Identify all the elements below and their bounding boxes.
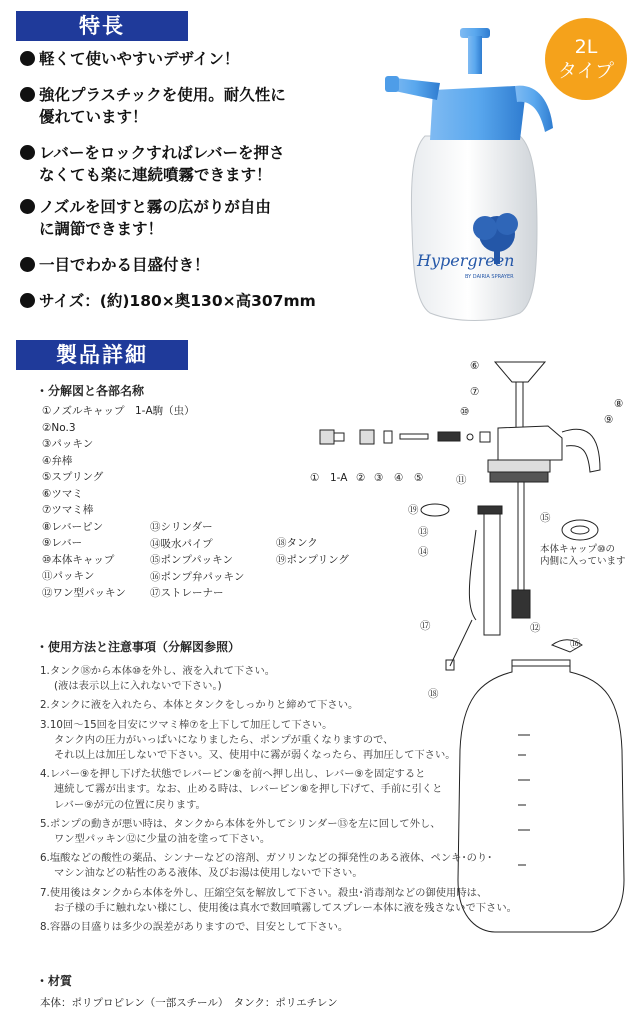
usage-line: 4.レバー⑨を押し下げた状態でレバーピン⑧を前へ押し出し、レバー⑨を固定すると <box>40 768 426 781</box>
feature-text: 優れています！ <box>39 108 148 126</box>
diagram-label-9: ⑨ <box>604 414 614 426</box>
usage-item <box>40 664 560 694</box>
part-name: ⑯ポンプ弁パッキン <box>150 570 245 583</box>
badge-line1: 2L <box>574 36 598 58</box>
cap-note-line1: 本体キャップ⑩の <box>540 544 616 555</box>
material-text: 本体：ポリプロピレン（一部スチール） タンク：ポリエチレン <box>40 997 338 1009</box>
part-name: ⑨レバー <box>42 537 83 549</box>
bullet-dot <box>20 257 35 272</box>
diagram-label-18: ⑱ <box>428 688 439 700</box>
part-name: ⑰ストレーナー <box>150 587 224 599</box>
usage-line: 5.ポンプの動きが悪い時は、タンクから本体を外してシリンダー⑬を左に回して外し、 <box>40 817 441 830</box>
feature-text: 一目でわかる目盛付き！ <box>39 256 210 274</box>
usage-line: 6.塩酸などの酸性の薬品、シンナーなどの溶剤、ガソリンなどの揮発性のある液体、ペンキ･のり･ <box>40 852 493 865</box>
usage-line: ワン型パッキン⑫に少量の油を塗って下さい。 <box>54 833 271 846</box>
usage-item <box>40 886 560 916</box>
diagram-label-6: ⑥ <box>470 360 480 372</box>
cap-note <box>540 544 626 568</box>
feature-item <box>20 84 340 128</box>
bullet-dot <box>20 145 35 160</box>
part-name: ④弁棒 <box>42 454 73 467</box>
feature-text: 軽くて使いやすいデザイン！ <box>39 50 240 68</box>
usage-line: 7.使用後はタンクから本体を外し、圧縮空気を解放して下さい。殺虫･消毒剤などの御使用時は、 <box>40 886 488 899</box>
part-name: ⑩本体キャップ <box>42 553 115 566</box>
usage-line: 8.容器の目盛りは多少の誤差がありますので、目安として下さい。 <box>40 921 349 934</box>
bottle-brand: Hypergreen <box>417 251 515 270</box>
diagram-label-8: ⑧ <box>614 398 624 410</box>
diagram-label-14: ⑭ <box>418 546 429 558</box>
feature-text: ノズルを回すと霧の広がりが自由 <box>39 198 271 216</box>
diagram-label-19: ⑲ <box>408 504 419 516</box>
bullet-dot <box>20 293 35 308</box>
usage-item <box>40 817 560 847</box>
part-name: ①ノズルキャップ 1-A駒（虫） <box>42 405 195 417</box>
bullet-dot <box>20 87 35 102</box>
usage-line: タンク内の圧力がいっぱいになりましたら、ポンプが重くなりますので、 <box>54 733 394 746</box>
feature-item <box>20 142 340 186</box>
diagram-label-15: ⑮ <box>540 512 551 524</box>
feature-item <box>20 290 340 312</box>
bottle-sub: BY DAIRIA SPRAYER <box>465 274 514 280</box>
exploded-title: ・分解図と各部名称 <box>36 384 145 398</box>
part-name: ⑱タンク <box>276 537 318 549</box>
usage-line: 3.10回～15回を目安にツマミ棒⑦を上下して加圧して下さい。 <box>40 718 333 731</box>
usage-list <box>40 664 560 939</box>
usage-title: ・使用方法と注意事項（分解図参照） <box>36 640 241 654</box>
usage-item <box>40 851 560 881</box>
feature-text: なくても楽に連続噴霧できます！ <box>39 166 272 184</box>
details-header: 製品詳細 <box>16 340 188 370</box>
diagram-label-12: ⑫ <box>530 622 541 634</box>
feature-item <box>20 254 340 276</box>
usage-item <box>40 767 560 813</box>
bullet-dot <box>20 199 35 214</box>
sprayer-product-image <box>385 28 560 328</box>
usage-line: 2.タンクに液を入れたら、本体とタンクをしっかりと締めて下さい。 <box>40 699 359 712</box>
badge-line2: タイプ <box>557 60 615 82</box>
diagram-label-16: ⑯ <box>570 638 581 650</box>
diagram-label-11: ⑪ <box>456 474 467 486</box>
material-title: ・材質 <box>36 974 73 988</box>
cap-note-line2: 内側に入っています <box>540 556 626 567</box>
usage-item <box>40 920 560 935</box>
usage-line: それ以上は加圧しないで下さい。又、使用中に霧が弱くなったら、再加圧して下さい。 <box>54 749 456 762</box>
part-name: ⑤スプリング <box>42 471 104 483</box>
part-name: ③パッキン <box>42 438 94 450</box>
bullet-dot <box>20 51 35 66</box>
usage-line: お子様の手に触れない様にし、使用後は真水で数回噴霧してスプレー本体に液を残さないで下さい。 <box>54 901 517 914</box>
part-name: ⑥ツマミ <box>42 487 83 500</box>
usage-line: レバー⑨が元の位置に戻ります。 <box>54 798 206 811</box>
usage-line: (液は表示以上に入れないで下さい。) <box>54 680 222 693</box>
part-name: ⑭吸水パイプ <box>150 537 213 550</box>
diagram-label-7: ⑦ <box>470 386 480 398</box>
features-header: 特長 <box>16 11 188 41</box>
part-name: ⑦ツマミ棒 <box>42 504 94 516</box>
part-name: ⑲ポンプリング <box>276 553 349 566</box>
diagram-label-13: ⑬ <box>418 526 429 538</box>
part-name: ⑮ポンプパッキン <box>150 554 234 566</box>
usage-line: マシン油などの粘性のある液体、及びお湯は使用しないで下さい。 <box>54 867 363 880</box>
feature-text: に調節できます！ <box>39 220 164 238</box>
diagram-label-10: ⑩ <box>460 406 470 418</box>
feature-text: サイズ：(約)180×奥130×高307mm <box>39 292 316 310</box>
feature-text: 強化プラスチックを使用。耐久性に <box>39 86 286 104</box>
diagram-label-1: ① <box>310 472 320 484</box>
usage-item <box>40 718 560 764</box>
feature-text: レバーをロックすればレバーを押さ <box>39 144 285 162</box>
part-name: ⑬シリンダー <box>150 521 213 533</box>
diagram-label-17: ⑰ <box>420 620 431 632</box>
usage-line: 連続して霧が出ます。なお、止める時は、レバーピン⑧を押し下げて、手前に引くと <box>54 783 443 796</box>
diagram-label-3: ③ <box>374 472 384 484</box>
usage-line: 1.タンク⑱から本体⑩を外し、液を入れて下さい。 <box>40 665 276 677</box>
diagram-label-4: ④ <box>394 472 404 484</box>
usage-item <box>40 698 560 713</box>
part-name: ②No.3 <box>42 421 76 434</box>
part-name: ⑪パッキン <box>42 570 95 582</box>
part-name: ⑫ワン型パッキン <box>42 586 126 599</box>
diagram-label-2: ② <box>356 472 366 484</box>
feature-item <box>20 48 340 70</box>
parts-list-col2 <box>150 520 244 603</box>
part-name: ⑧レバーピン <box>42 520 104 533</box>
diagram-label-1a: 1-A <box>330 472 348 484</box>
diagram-label-5: ⑤ <box>414 472 424 484</box>
feature-item <box>20 196 340 240</box>
